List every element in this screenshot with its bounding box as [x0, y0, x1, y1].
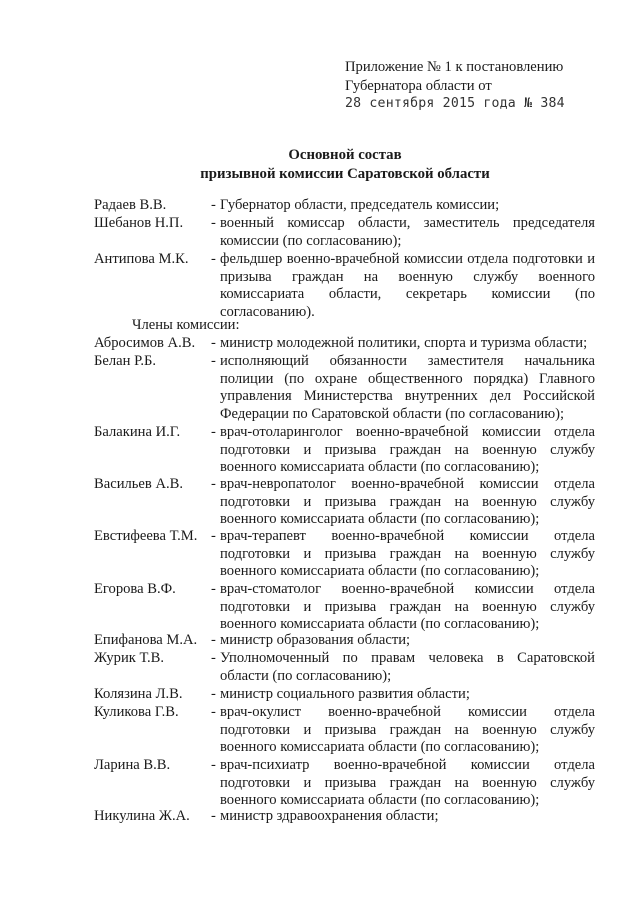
dash-separator: - — [211, 632, 216, 648]
member-position: министр социального развития области; — [220, 686, 470, 702]
member-position: врач-терапевт военно-врачебной комиссии отдела подготовки и призыва граждан на военную службу военного комиссариата области (по согласованию); — [220, 528, 595, 580]
member-position: врач-окулист военно-врачебной комиссии отдела подготовки и призыва граждан на военную службу военного комиссариата области (по согласованию); — [220, 704, 595, 756]
appendix-date-stamp: 28 сентября 2015 года № 384 — [345, 96, 565, 111]
title-line-2: призывной комиссии Саратовской области — [200, 165, 490, 182]
member-name: Колязина Л.В. — [94, 686, 183, 702]
member-position: врач-стоматолог военно-врачебной комиссии отдела подготовки и призыва граждан на военную службу военного комиссариата области (по согласованию); — [220, 581, 595, 633]
member-position: министр молодежной политики, спорта и туризма области; — [220, 335, 588, 351]
appendix-line-1: Приложение № 1 к постановлению — [345, 59, 564, 75]
member-name: Куликова Г.В. — [94, 704, 179, 720]
dash-separator: - — [211, 335, 216, 351]
member-position: исполняющий обязанности заместителя начальника полиции (по охране общественного порядка) Главного управления Министерства внутренних дел Российской Федерации по Саратовской области (по согласованию); — [220, 353, 595, 422]
member-name: Антипова М.К. — [94, 251, 189, 267]
dash-separator: - — [211, 528, 216, 544]
member-position: врач-психиатр военно-врачебной комиссии отдела подготовки и призыва граждан на военную службу военного комиссариата области (по согласованию); — [220, 757, 595, 809]
member-name: Евстифеева Т.М. — [94, 528, 198, 544]
dash-separator: - — [211, 353, 216, 369]
dash-separator: - — [211, 686, 216, 702]
member-position: Уполномоченный по правам человека в Саратовской области (по согласованию); — [220, 650, 595, 684]
member-position: фельдшер военно-врачебной комиссии отдела подготовки и призыва граждан на военную службу военного комиссариата области, секретарь комиссии (по согласованию). — [220, 251, 595, 320]
appendix-line-2: Губернатора области от — [345, 77, 492, 94]
dash-separator: - — [211, 215, 216, 231]
document-title — [0, 146, 640, 183]
dash-separator: - — [211, 650, 216, 666]
member-name: Радаев В.В. — [94, 197, 167, 213]
member-name: Никулина Ж.А. — [94, 808, 190, 824]
member-name: Егорова В.Ф. — [94, 581, 176, 597]
member-position: министр здравоохранения области; — [220, 808, 439, 824]
member-name: Балакина И.Г. — [94, 424, 181, 440]
member-name: Абросимов А.В. — [94, 335, 196, 351]
member-name: Епифанова М.А. — [94, 632, 198, 648]
appendix-header — [345, 58, 565, 114]
member-name: Журик Т.В. — [94, 650, 164, 666]
member-name: Васильев А.В. — [94, 476, 184, 492]
member-name: Белан Р.Б. — [94, 353, 157, 369]
member-position: Губернатор области, председатель комиссии; — [220, 197, 500, 213]
dash-separator: - — [211, 581, 216, 597]
member-name: Ларина В.В. — [94, 757, 171, 773]
dash-separator: - — [211, 476, 216, 492]
member-position: врач-отоларинголог военно-врачебной комиссии отдела подготовки и призыва граждан на военную службу военного комиссариата области (по согласованию); — [220, 424, 595, 476]
member-name: Шебанов Н.П. — [94, 215, 184, 231]
member-position: военный комиссар области, заместитель председателя комиссии (по согласованию); — [220, 215, 595, 249]
dash-separator: - — [211, 424, 216, 440]
dash-separator: - — [211, 704, 216, 720]
dash-separator: - — [211, 251, 216, 267]
dash-separator: - — [211, 757, 216, 773]
dash-separator: - — [211, 808, 216, 824]
member-position: министр образования области; — [220, 632, 411, 648]
dash-separator: - — [211, 197, 216, 213]
title-line-1: Основной состав — [288, 147, 402, 163]
member-position: врач-невропатолог военно-врачебной комиссии отдела подготовки и призыва граждан на военную службу военного комиссариата области (по согласованию); — [220, 476, 595, 528]
members-section-label: Члены комиссии: — [132, 317, 240, 333]
